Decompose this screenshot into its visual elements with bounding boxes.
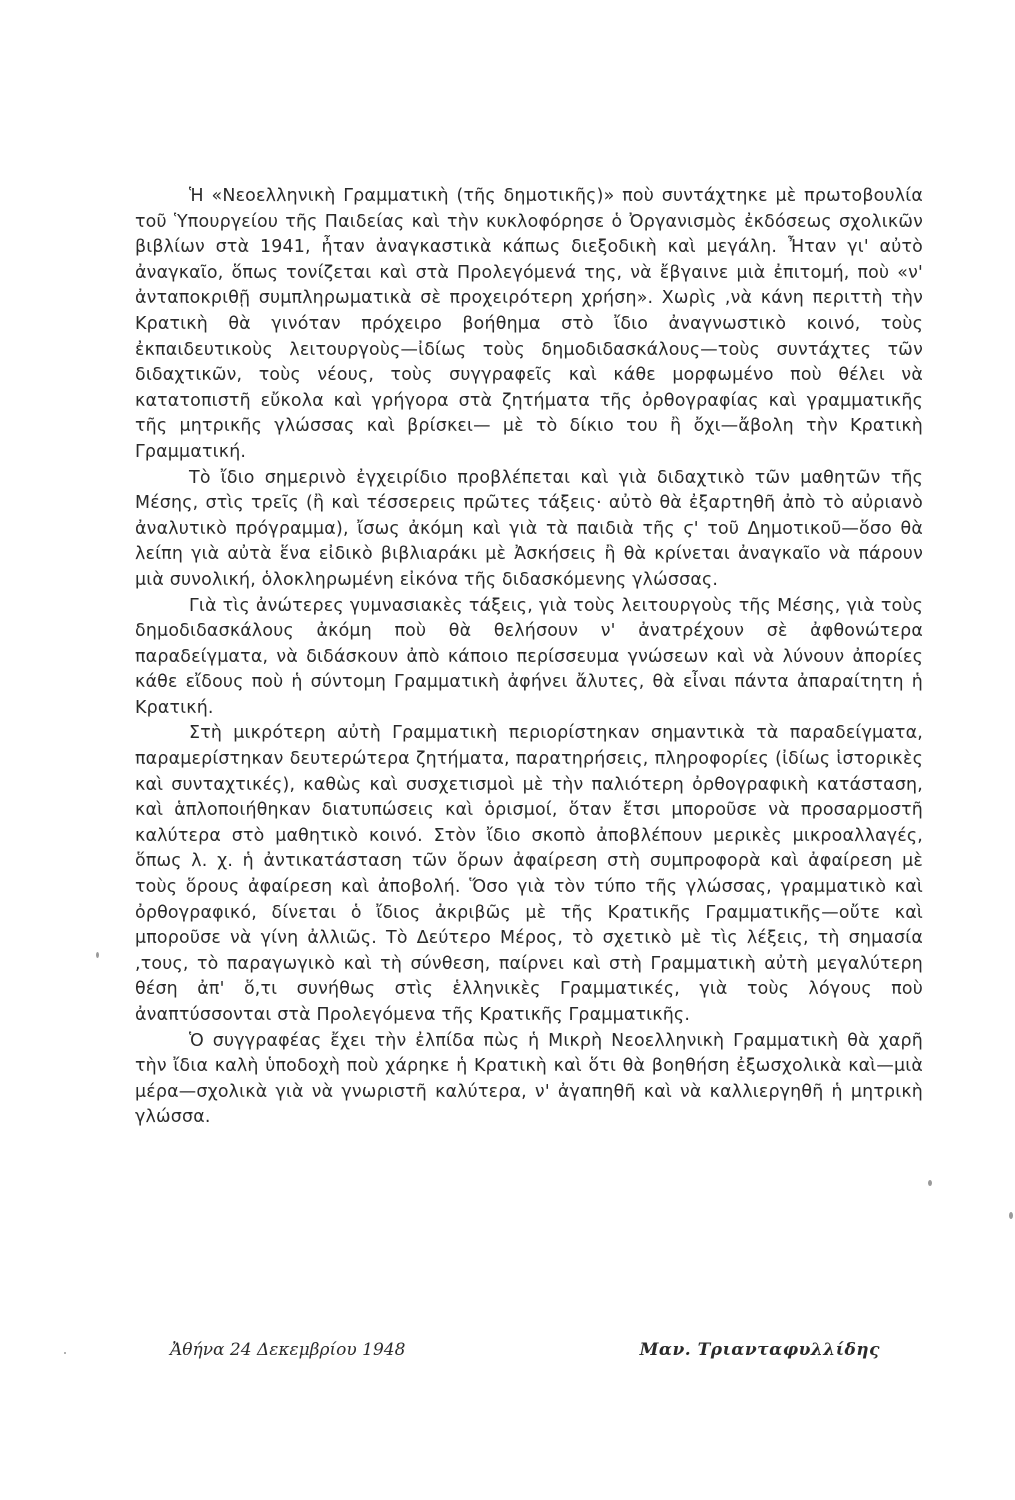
author-signature: Μαν. Τριανταφυλλίδης [639, 1340, 880, 1360]
place-and-date: Ἀθήνα 24 Δεκεμβρίου 1948 [170, 1340, 406, 1360]
paragraph-2: Τὸ ἴδιο σημερινὸ ἐγχειρίδιο προβλέπεται καὶ γιὰ διδαχτικὸ τῶν μαθητῶν τῆς Μέσης, στὶς τρεῖς (ἢ καὶ τέσσερεις πρῶτες τάξεις· αὐτὸ θὰ ἐξαρτηθῆ ἀπὸ τὸ αὐριανὸ ἀναλυτικὸ πρόγραμμα), ἴσως ἀκόμη καὶ γιὰ τὰ παιδιὰ τῆς ϛ' τοῦ Δημοτικοῦ—ὅσο θὰ λείπη γιὰ αὐτὰ ἕνα εἰδικὸ βιβλιαράκι μὲ Ἀσκήσεις ἢ θὰ κρίνεται ἀναγκαῖο νὰ πάρουν μιὰ συνολική, ὁλοκληρωμένη εἰκόνα τῆς διδασκόμενης γλώσσας. [135, 467, 923, 590]
paragraph-5: Ὁ συγγραφέας ἔχει τὴν ἐλπίδα πὼς ἡ Μικρὴ Νεοελληνικὴ Γραμματικὴ θὰ χαρῆ τὴν ἴδια καλὴ ὑποδοχὴ ποὺ χάρηκε ἡ Κρατικὴ καὶ ὅτι θὰ βοηθήση ἐξωσχολικὰ καὶ—μιὰ μέρα—σχολικὰ γιὰ νὰ γνωριστῆ καλύτερα, ν' ἀγαπηθῆ καὶ νὰ καλλιεργηθῆ ἡ μητρικὴ γλώσσα. [135, 1030, 923, 1128]
scan-speck [96, 952, 99, 958]
paragraph-3: Γιὰ τὶς ἀνώτερες γυμνασιακὲς τάξεις, γιὰ τοὺς λειτουργοὺς τῆς Μέσης, γιὰ τοὺς δημοδιδασκάλους ἀκόμη ποὺ θὰ θελήσουν ν' ἀνατρέχουν σὲ ἀφθονώτερα παραδείγματα, νὰ διδάσκουν ἀπὸ κάποιο περίσσευμα γνώσεων καὶ νὰ λύνουν ἀπορίες κάθε εἴδους ποὺ ἡ σύντομη Γραμματικὴ ἀφήνει ἄλυτες, θὰ εἶναι πάντα ἀπαραίτητη ἡ Κρατική. [135, 595, 923, 718]
scan-speck [928, 1180, 932, 1186]
scan-speck [64, 1352, 66, 1354]
scan-speck [1009, 1212, 1013, 1219]
foreword-body [135, 184, 923, 1131]
paragraph-4: Στὴ μικρότερη αὐτὴ Γραμματικὴ περιορίστηκαν σημαντικὰ τὰ παραδείγματα, παραμερίστηκαν δευτερώτερα ζητήματα, παρατηρήσεις, πληροφορίες (ἰδίως ἱστορικὲς καὶ συνταχτικές), καθὼς καὶ συσχετισμοὶ μὲ τὴν παλιότερη ὀρθογραφικὴ κατάσταση, καὶ ἁπλοποιήθηκαν διατυπώσεις καὶ ὁρισμοί, ὅταν ἔτσι μποροῦσε νὰ προσαρμοστῆ καλύτερα στὸ μαθητικὸ κοινό. Στὸν ἴδιο σκοπὸ ἀποβλέπουν μερικὲς μικροαλλαγές, ὅπως λ. χ. ἡ ἀντικατάσταση τῶν ὅρων ἀφαίρεση στὴ συμπροφορὰ καὶ ἀφαίρεση μὲ τοὺς ὅρους ἀφαίρεση καὶ ἀποβολή. Ὅσο γιὰ τὸν τύπο τῆς γλώσσας, γραμματικὸ καὶ ὀρθογραφικό, δίνεται ὁ ἴδιος ἀκριβῶς μὲ τῆς Κρατικῆς Γραμματικῆς—οὔτε καὶ μποροῦσε νὰ γίνη ἀλλιῶς. Τὸ Δεύτερο Μέρος, τὸ σχετικὸ μὲ τὶς λέξεις, τὴ σημασία ,τους, τὸ παραγωγικὸ καὶ τὴ σύνθεση, παίρνει καὶ στὴ Γραμματικὴ αὐτὴ μεγαλύτερη θέση ἀπ' ὅ,τι συνήθως στὶς ἑλληνικὲς Γραμματικές, γιὰ τοὺς λόγους ποὺ ἀναπτύσσονται στὰ Προλεγόμενα τῆς Κρατικῆς Γραμματικῆς. [135, 723, 923, 1025]
paragraph-1: Ἡ «Νεοελληνικὴ Γραμματικὴ (τῆς δημοτικῆς)» ποὺ συντάχτηκε μὲ πρωτοβουλία τοῦ Ὑπουργείου τῆς Παιδείας καὶ τὴν κυκλοφόρησε ὁ Ὀργανισμὸς ἐκδόσεως σχολικῶν βιβλίων στὰ 1941, ἦταν ἀναγκαστικὰ κάπως διεξοδικὴ καὶ μεγάλη. Ἦταν γι' αὐτὸ ἀναγκαῖο, ὅπως τονίζεται καὶ στὰ Προλεγόμενά της, νὰ ἔβγαινε μιὰ ἐπιτομή, ποὺ «ν' ἀνταποκριθῇ συμπληρωματικὰ σὲ προχειρότερη χρήση». Χωρὶς ,νὰ κάνη περιττὴ τὴν Κρατικὴ θὰ γινόταν πρόχειρο βοήθημα στὸ ἴδιο ἀναγνωστικὸ κοινό, τοὺς ἐκπαιδευτικοὺς λειτουργοὺς—ἰδίως τοὺς δημοδιδασκάλους—τοὺς συντάχτες τῶν διδαχτικῶν, τοὺς νέους, τοὺς συγγραφεῖς καὶ κάθε μορφωμένο ποὺ θέλει νὰ κατατοπιστῆ εὔκολα καὶ γρήγορα στὰ ζητήματα τῆς ὀρθογραφίας καὶ γραμματικῆς τῆς μητρικῆς γλώσσας καὶ βρίσκει— μὲ τὸ δίκιο του ἢ ὄχι—ἄβολη τὴν Κρατικὴ Γραμματική. [135, 186, 923, 462]
signature-row [170, 1340, 880, 1370]
